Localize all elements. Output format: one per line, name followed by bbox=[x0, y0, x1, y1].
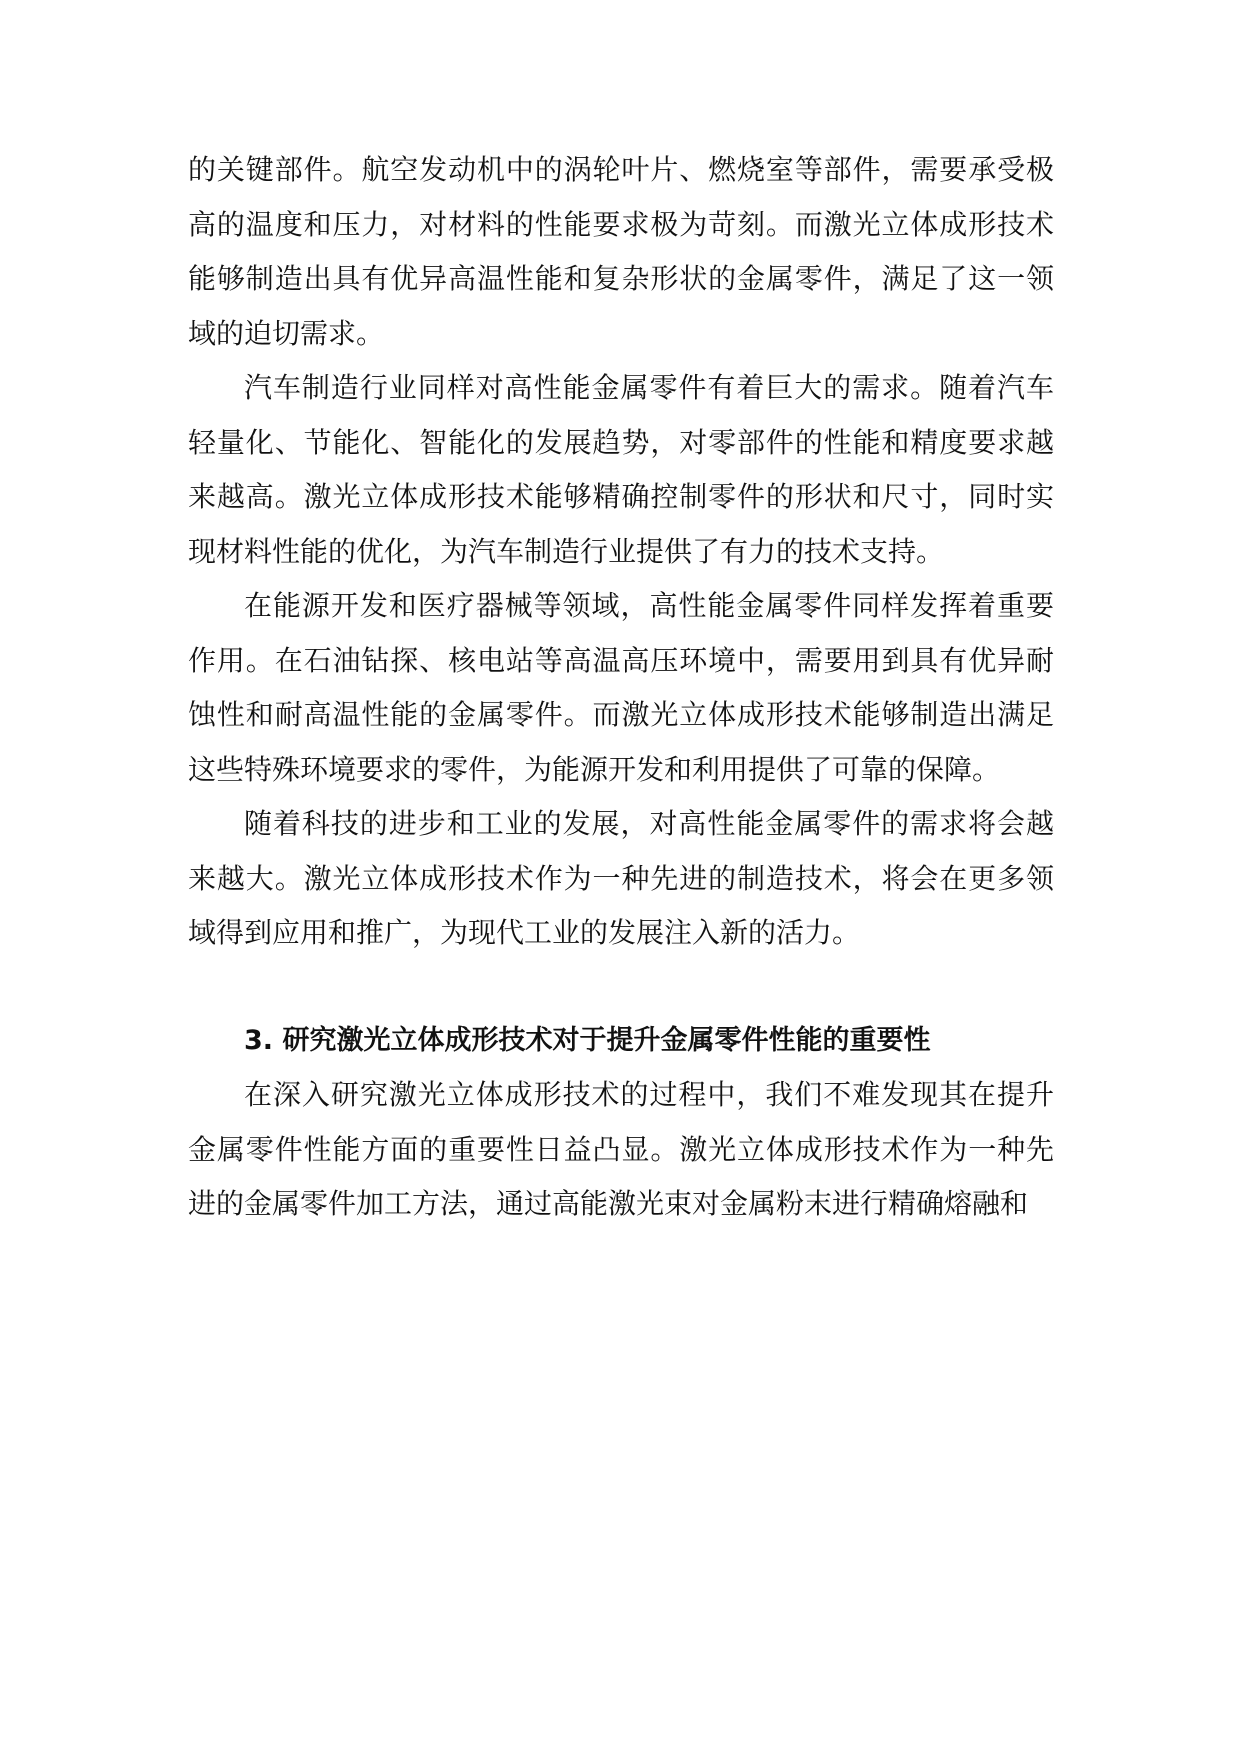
paragraph-energy-medical: 在能源开发和医疗器械等领域，高性能金属零件同样发挥着重要作用。在石油钻探、核电站等高温高压环境中，需要用到具有优异耐蚀性和耐高温性能的金属零件。而激光立体成形技术能够制造出满足这些特殊环境要求的零件，为能源开发和利用提供了可靠的保障。 bbox=[188, 589, 1054, 786]
document-page bbox=[188, 143, 1054, 1232]
paragraph-automotive: 汽车制造行业同样对高性能金属零件有着巨大的需求。随着汽车轻量化、节能化、智能化的发展趋势，对零部件的性能和精度要求越来越高。激光立体成形技术能够精确控制零件的形状和尺寸，同时实现材料性能的优化，为汽车制造行业提供了有力的技术支持。 bbox=[188, 371, 1054, 568]
section-heading: 3. 研究激光立体成形技术对于提升金属零件性能的重要性 bbox=[244, 1024, 931, 1056]
paragraph-continuation: 的关键部件。航空发动机中的涡轮叶片、燃烧室等部件，需要承受极高的温度和压力，对材料的性能要求极为苛刻。而激光立体成形技术能够制造出具有优异高温性能和复杂形状的金属零件，满足了这一领域的迫切需求。 bbox=[188, 153, 1054, 350]
paragraph-outlook: 随着科技的进步和工业的发展，对高性能金属零件的需求将会越来越大。激光立体成形技术作为一种先进的制造技术，将会在更多领域得到应用和推广，为现代工业的发展注入新的活力。 bbox=[188, 807, 1054, 949]
paragraph-section-intro: 在深入研究激光立体成形技术的过程中，我们不难发现其在提升金属零件性能方面的重要性日益凸显。激光立体成形技术作为一种先进的金属零件加工方法，通过高能激光束对金属粉末进行精确熔融和 bbox=[188, 1078, 1054, 1220]
